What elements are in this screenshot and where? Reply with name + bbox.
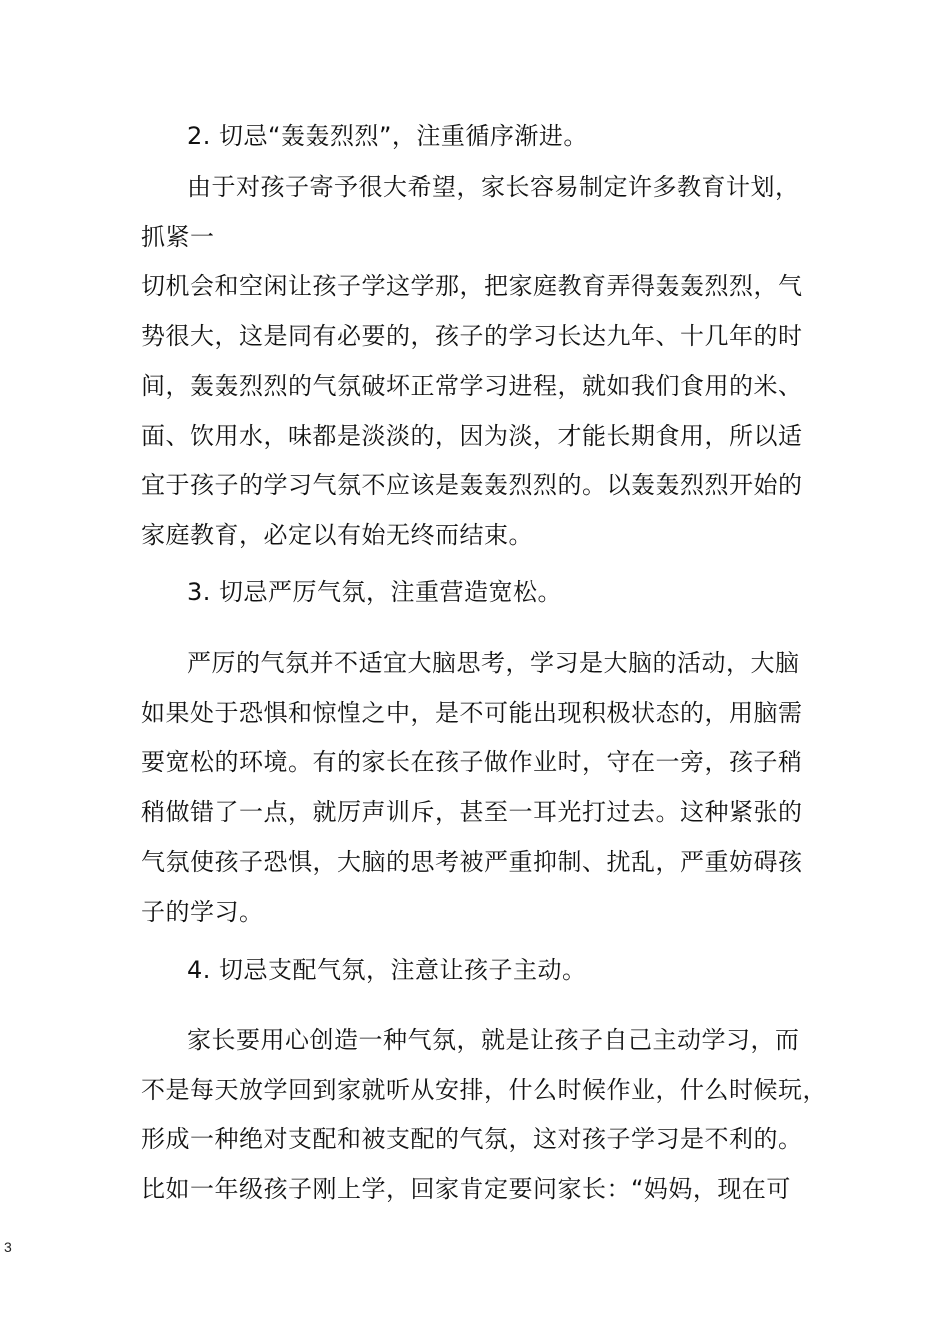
paragraph-line: 由于对孩子寄予很大希望，家长容易制定许多教育计划，	[187, 173, 800, 201]
paragraph-line: 形成一种绝对支配和被支配的气氛，这对孩子学习是不利的。	[141, 1125, 803, 1153]
paragraph-line: 子的学习。	[141, 898, 264, 926]
paragraph-line: 气氛使孩子恐惧，大脑的思考被严重抑制、扰乱，严重妨碍孩	[141, 848, 803, 876]
paragraph-line: 要宽松的环境。有的家长在孩子做作业时，守在一旁，孩子稍	[141, 748, 803, 776]
paragraph-line: 比如一年级孩子刚上学，回家肯定要问家长：“妈妈，现在可	[141, 1175, 791, 1203]
page-number: 3	[4, 1239, 12, 1255]
paragraph-line: 家庭教育，必定以有始无终而结束。	[141, 521, 533, 549]
paragraph-line: 切机会和空闲让孩子学这学那，把家庭教育弄得轰轰烈烈，气	[141, 272, 803, 300]
paragraph-line: 如果处于恐惧和惊惶之中，是不可能出现积极状态的，用脑需	[141, 699, 803, 727]
paragraph-line: 不是每天放学回到家就听从安排，什么时候作业，什么时候玩，	[141, 1076, 827, 1104]
heading-3: 3. 切忌严厉气氛，注重营造宽松。	[187, 578, 563, 606]
paragraph-line: 稍做错了一点，就厉声训斥，甚至一耳光打过去。这种紧张的	[141, 798, 803, 826]
paragraph-line: 势很大，这是同有必要的，孩子的学习长达九年、十几年的时	[141, 322, 803, 350]
paragraph-line: 家长要用心创造一种气氛，就是让孩子自己主动学习，而	[187, 1026, 800, 1054]
heading-2: 2. 切忌“轰轰烈烈”，注重循序渐进。	[187, 122, 588, 150]
paragraph-line: 面、饮用水，味都是淡淡的，因为淡，才能长期食用，所以适	[141, 422, 803, 450]
paragraph-line: 严厉的气氛并不适宜大脑思考，学习是大脑的活动，大脑	[187, 649, 800, 677]
paragraph-line: 间，轰轰烈烈的气氛破坏正常学习进程，就如我们食用的米、	[141, 372, 803, 400]
paragraph-line: 抓紧一	[141, 223, 215, 251]
paragraph-line: 宜于孩子的学习气氛不应该是轰轰烈烈的。以轰轰烈烈开始的	[141, 471, 803, 499]
heading-4: 4. 切忌支配气氛，注意让孩子主动。	[187, 956, 587, 984]
